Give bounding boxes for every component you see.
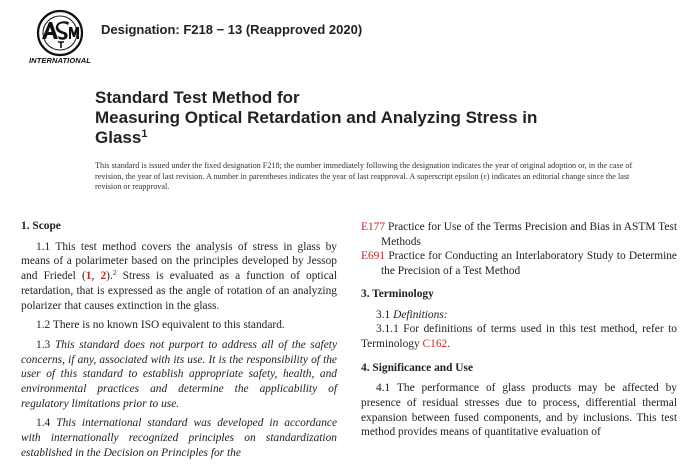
- paragraph-1-1-close: ).: [106, 270, 113, 283]
- paragraph-3-1-text: Definitions:: [393, 308, 448, 321]
- paragraph-1-3-number: 1.3: [36, 338, 55, 351]
- title-line-2: Measuring Optical Retardation and Analyzing Stress in: [95, 108, 538, 127]
- reference-link-2[interactable]: 2: [100, 270, 107, 283]
- paragraph-3-1-1-end: .: [447, 337, 451, 350]
- paragraph-3-1-1: [361, 322, 677, 351]
- title-line-1: Standard Test Method for: [95, 88, 300, 107]
- reference-link-c162[interactable]: C162: [422, 337, 448, 350]
- title-line-3-text: Glass: [95, 128, 142, 147]
- scope-heading: 1. Scope: [21, 220, 61, 232]
- paragraph-1-3: [21, 338, 337, 412]
- paragraph-1-4-text: This international standard was developed in accordance with internationally recognized principles on standardization established in the Decision on Principles for the: [21, 417, 338, 459]
- reference-link-e691[interactable]: E691: [361, 250, 386, 263]
- reference-e691-text: Practice for Conducting an Interlaboratory Study to Determine the Precision of a Test Method: [381, 250, 677, 278]
- paragraph-1-1-text: 1.1 This test method covers the analysis of stress in glass by means of a polarimeter based on the principles developed by Jessop and Friedel (: [21, 240, 337, 283]
- spacer: [361, 279, 677, 287]
- designation: Designation: F218 − 13 (Reapproved 2020): [101, 22, 363, 37]
- reference-e177-text: Practice for Use of the Terms Precision and Bias in ASTM Test Methods: [381, 221, 677, 248]
- paragraph-3-1-1-text: 3.1.1 For definitions of terms used in this test method, refer to Terminology: [361, 323, 677, 350]
- footnote-marker-2: 2: [112, 268, 117, 278]
- issuance-notice: This standard is issued under the fixed designation F218; the number immediately following the designation indicates the year of original adoption or, in the case of revision, the year of last revision. A number in parentheses indicates the year of last reapproval. A superscript epsilon (ε) indicates an editorial change since the last revision or reapproval.: [95, 161, 633, 191]
- paragraph-4-1: 4.1 The performance of glass products may be affected by presence of residual stresses due to process, differential thermal expansion between fused components, and by inclusions. This test method provides means of quantitative evaluation of: [361, 382, 677, 439]
- paragraph-1-2: 1.2 There is no known ISO equivalent to this standard.: [36, 319, 285, 332]
- reference-e177: [361, 220, 677, 249]
- reference-link-e177[interactable]: E177: [361, 221, 386, 233]
- title-footnote-marker: 1: [141, 128, 148, 140]
- reference-separator: ,: [91, 270, 101, 283]
- terminology-heading: 3. Terminology: [361, 287, 434, 300]
- right-column: [361, 220, 677, 445]
- title-line-3: [95, 128, 655, 148]
- paragraph-1-4-number: 1.4: [36, 417, 57, 430]
- left-column: [21, 219, 337, 466]
- paragraph-1-1-rest: Stress is evaluated as a function of optical retardation, that is expressed as the angle of rotation of an analyzing polarizer that causes extinction in the glass.: [21, 270, 337, 312]
- paragraph-3-1-number: 3.1: [376, 308, 394, 321]
- paragraph-1-3-text: This standard does not purport to address all of the safety concerns, if any, associated with its use. It is the responsibility of the user of this standard to establish appropriate safety, health, and environmental practices and determine the applicability of regulatory limitations prior to use.: [21, 338, 337, 410]
- paragraph-1-1: [21, 240, 337, 314]
- reference-link-1[interactable]: 1: [85, 270, 92, 283]
- astm-logo: [28, 9, 92, 69]
- logo-international-text: INTERNATIONAL: [29, 56, 91, 65]
- paragraph-1-4: [21, 416, 337, 460]
- paragraph-3-1: [361, 308, 677, 323]
- reference-e691: [361, 249, 677, 278]
- significance-heading: 4. Significance and Use: [361, 361, 474, 374]
- astm-logo-mark: [28, 9, 92, 57]
- document-title: [95, 88, 655, 148]
